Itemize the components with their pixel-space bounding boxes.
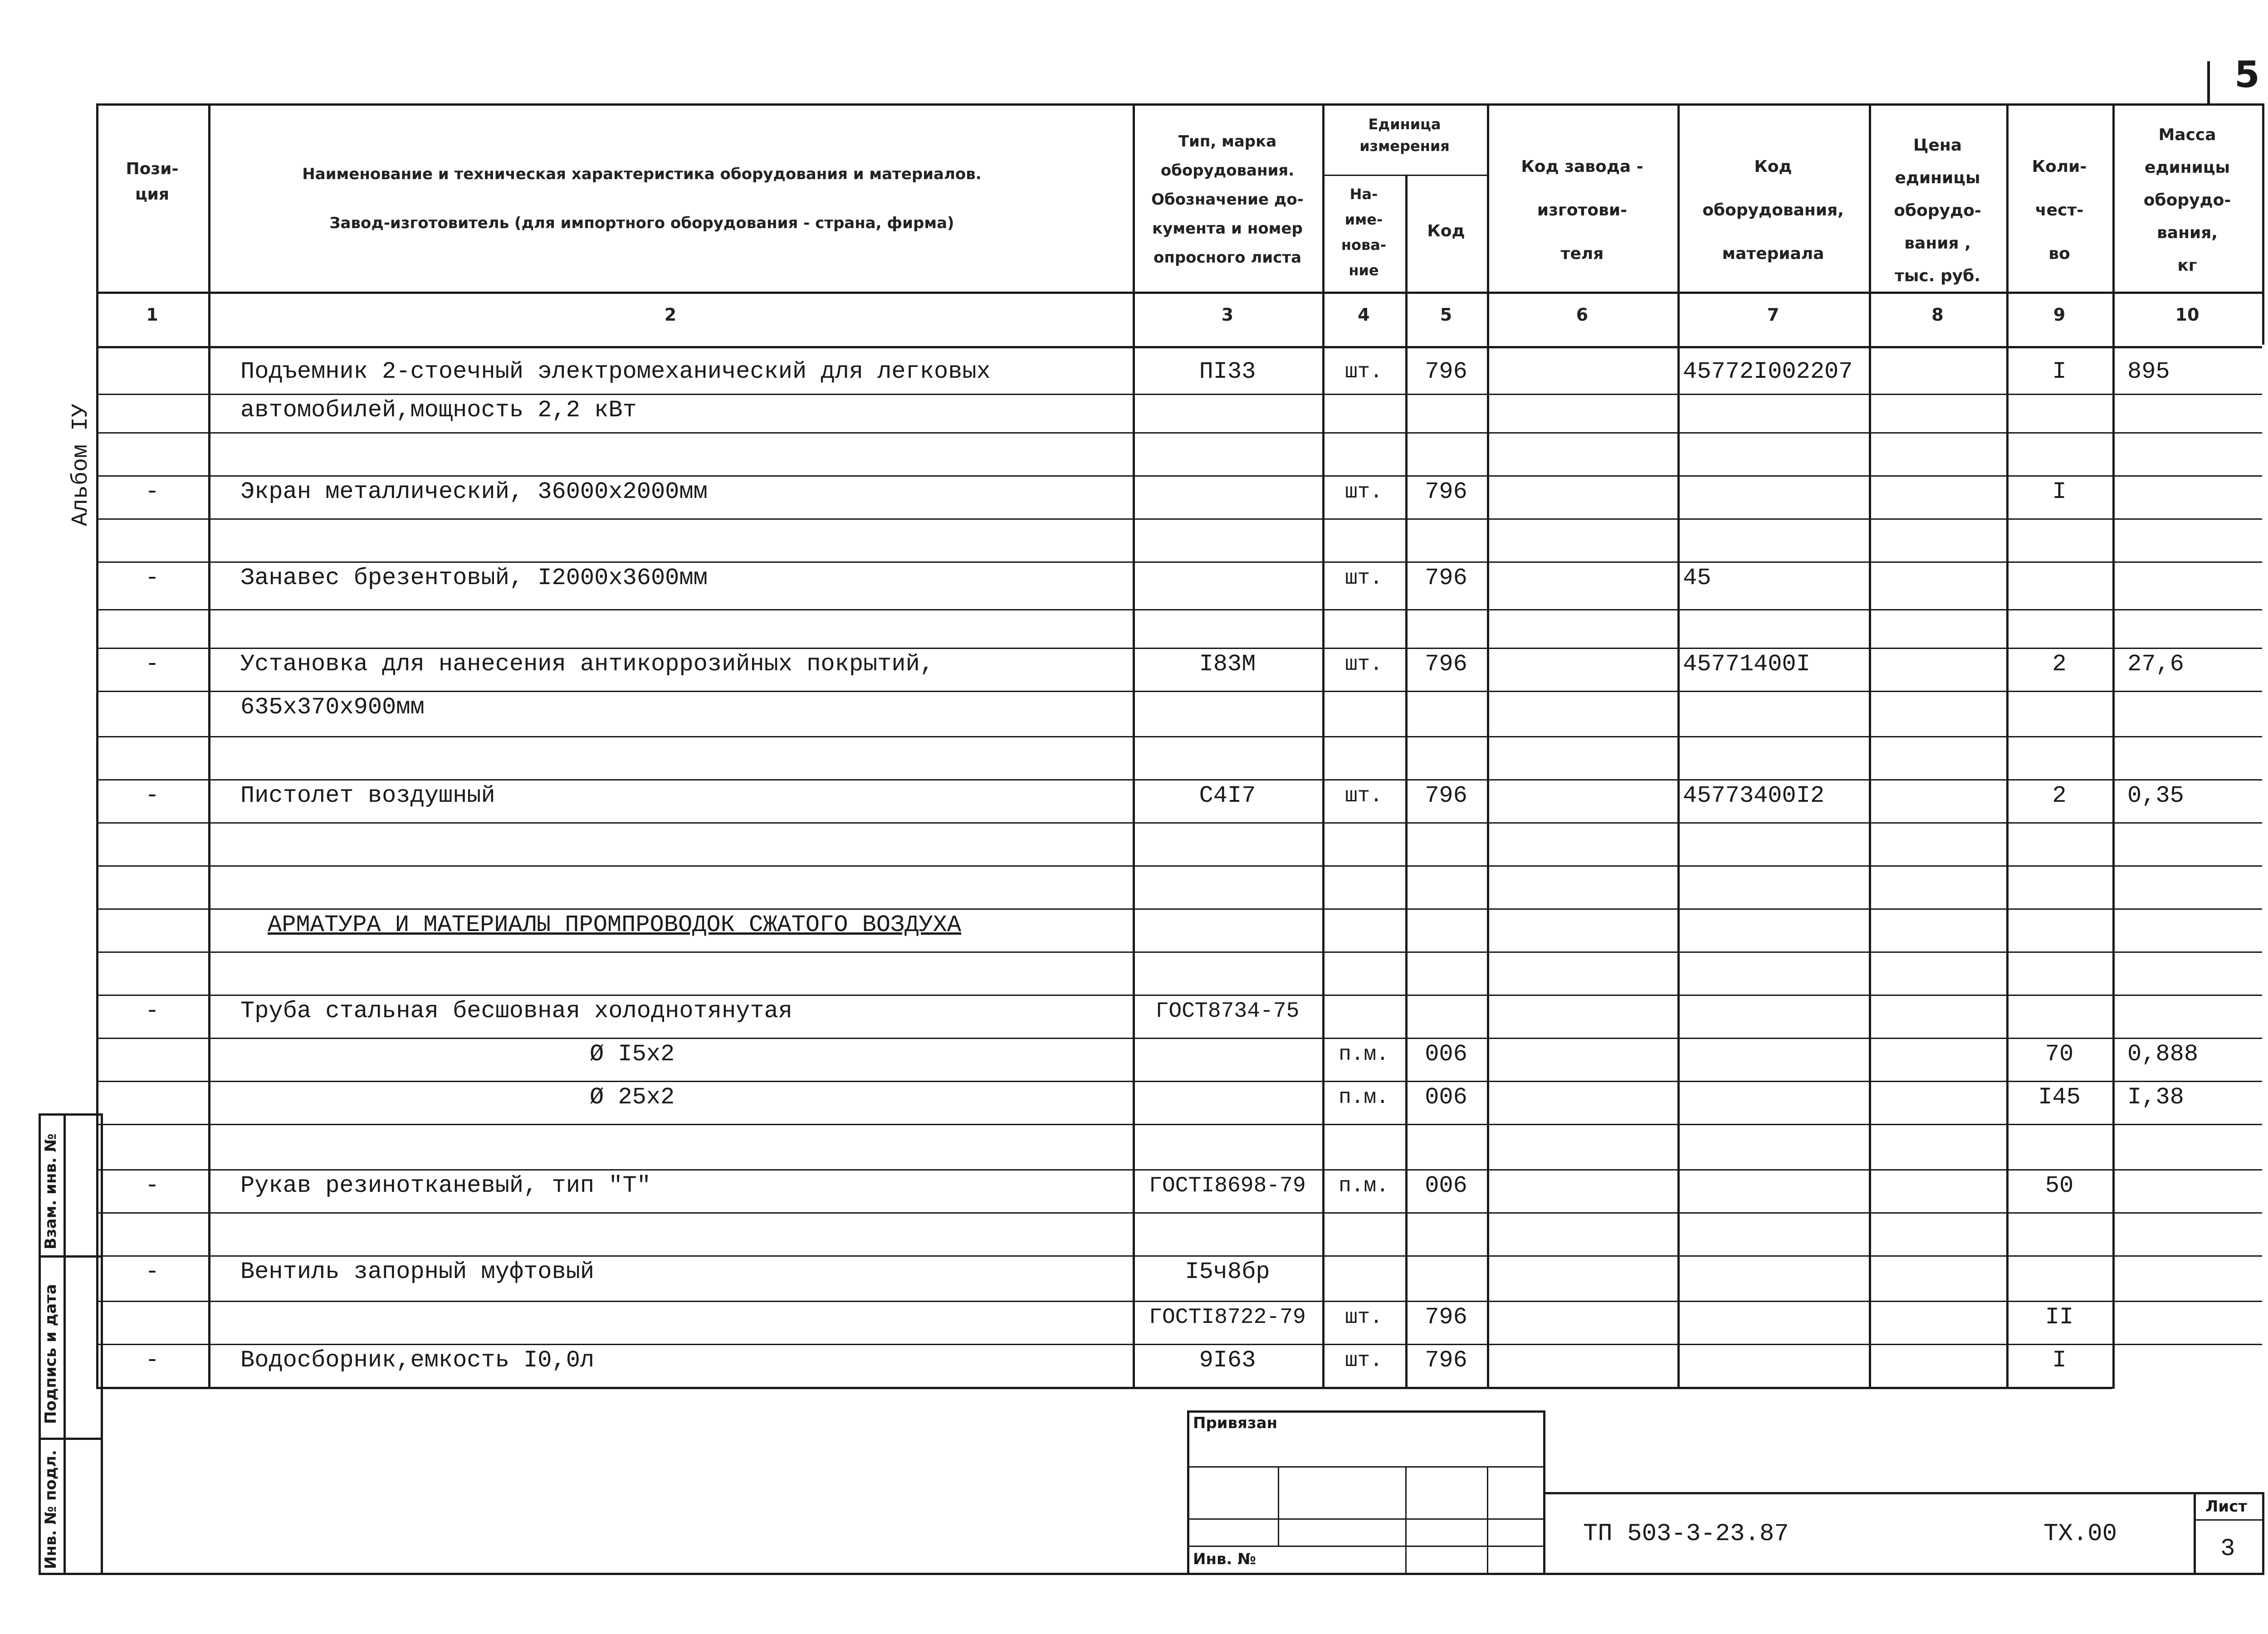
header-price: Цена единицы оборудо- вания , тыс. руб.	[1894, 136, 1981, 285]
cell-qty: 2	[2052, 782, 2067, 809]
cell-unit: п.м.	[1339, 1174, 1389, 1198]
cell-pos: -	[145, 1347, 160, 1374]
album-label: Альбом IУ	[68, 403, 94, 526]
cell-unit: шт.	[1345, 566, 1383, 590]
cell-code: 796	[1425, 358, 1467, 385]
cell-code: 796	[1425, 1304, 1467, 1331]
sheet-code: ТХ.00	[2043, 1520, 2117, 1548]
cell-type: ГОСТI8722-79	[1149, 1305, 1306, 1330]
cell-qty: 70	[2045, 1041, 2074, 1068]
cell-unit: шт.	[1345, 784, 1383, 808]
cell-mass: 895	[2127, 358, 2170, 385]
cell-pos: -	[145, 651, 160, 678]
colnum-10: 10	[2175, 305, 2200, 325]
cell-qty: I	[2052, 1347, 2067, 1374]
cell-qty: I45	[2038, 1084, 2081, 1111]
cell-pos: -	[145, 1172, 160, 1199]
stamp-inv: Инв. № подл.	[42, 1449, 60, 1569]
cell-equip: 45772I002207	[1683, 358, 1853, 385]
cell-code: 796	[1425, 782, 1467, 809]
cell-equip: 45771400I	[1683, 651, 1810, 678]
list-number: 3	[2220, 1535, 2235, 1563]
header-unit-group: Единица измерения	[1359, 116, 1450, 155]
cell-unit: шт.	[1345, 653, 1383, 676]
cell-name: Ø I5x2	[590, 1041, 675, 1068]
colnum-6: 6	[1576, 305, 1589, 325]
cell-qty: 2	[2052, 651, 2067, 678]
colnum-7: 7	[1767, 305, 1779, 325]
inv-no-label: Инв. №	[1193, 1550, 1256, 1568]
cell-qty: I	[2052, 358, 2067, 385]
cell-qty: I	[2052, 478, 2067, 505]
cell-mass: 0,888	[2127, 1041, 2199, 1068]
cell-type: ПI33	[1199, 358, 1256, 385]
privyazan-label: Привязан	[1193, 1414, 1278, 1432]
cell-code: 006	[1425, 1172, 1467, 1199]
cell-name: Занавес брезентовый, I2000x3600мм	[240, 565, 708, 591]
cell-type: I83М	[1199, 651, 1256, 678]
cell-pos: -	[145, 478, 160, 505]
cell-qty: II	[2045, 1304, 2074, 1331]
colnum-4: 4	[1358, 305, 1370, 325]
cell-name: Пистолет воздушный	[240, 782, 495, 809]
cell-name: Установка для нанесения антикоррозийных покрытий,	[240, 651, 934, 678]
cell-code: 796	[1425, 478, 1467, 505]
cell-name: Экран металлический, 36000x2000мм	[240, 478, 708, 505]
cell-name: автомобилей,мощность 2,2 кВт	[240, 397, 637, 424]
cell-type: ГОСТ8734-75	[1155, 999, 1300, 1024]
colnum-5: 5	[1440, 305, 1452, 325]
cell-name: Ø 25x2	[590, 1084, 675, 1111]
colnum-1: 1	[146, 305, 158, 325]
cell-name: 635x370x900мм	[240, 694, 425, 721]
cell-mass: I,38	[2127, 1084, 2184, 1111]
cell-code: 006	[1425, 1041, 1467, 1068]
header-unit-name: На- име- нова- ние	[1341, 185, 1387, 279]
cell-code: 796	[1425, 1347, 1467, 1374]
list-label: Лист	[2205, 1497, 2247, 1516]
cell-name: Труба стальная бесшовная холоднотянутая	[240, 998, 792, 1024]
cell-qty: 50	[2045, 1172, 2074, 1199]
header-mass: Масса единицы оборудо- вания, кг	[2143, 126, 2231, 275]
page-number: 5	[2234, 54, 2260, 96]
cell-type: 9I63	[1199, 1347, 1256, 1374]
header-equipment-code: Код оборудования, материала	[1702, 157, 1844, 263]
cell-name: Подъемник 2-стоечный электромеханический для легковых	[240, 358, 991, 385]
cell-unit: п.м.	[1339, 1086, 1389, 1109]
cell-type: С4I7	[1199, 782, 1256, 809]
cell-unit: п.м.	[1339, 1043, 1389, 1066]
doc-code: ТП 503-3-23.87	[1583, 1520, 1789, 1548]
page-number-mark	[2207, 61, 2210, 105]
cell-pos: -	[145, 565, 160, 591]
header-position: Пози- ция	[126, 160, 179, 204]
cell-unit: шт.	[1345, 360, 1383, 384]
header-name: Наименование и техническая характеристика оборудования и материалов. Завод-изготовитель (для импортного оборудования - страна, фирма)	[302, 165, 982, 232]
header-type: Тип, марка оборудования. Обозначение до- кумента и номер опросного листа	[1151, 132, 1304, 267]
stamp-vzam: Взам. инв. №	[42, 1133, 60, 1249]
header-plant-code: Код завода - изготови- теля	[1521, 157, 1643, 263]
cell-pos: -	[145, 1258, 160, 1285]
cell-pos: -	[145, 782, 160, 809]
cell-type: I5ч8бр	[1185, 1258, 1270, 1285]
cell-mass: 27,6	[2127, 651, 2184, 678]
cell-name: Вентиль запорный муфтовый	[240, 1258, 595, 1285]
cell-name: Рукав резинотканевый, тип "Т"	[240, 1172, 651, 1199]
cell-name: АРМАТУРА И МАТЕРИАЛЫ ПРОМПРОВОДОК СЖАТОГО ВОЗДУХА	[268, 912, 962, 938]
cell-unit: шт.	[1345, 480, 1383, 504]
cell-code: 796	[1425, 651, 1467, 678]
colnum-9: 9	[2053, 305, 2066, 325]
cell-code: 006	[1425, 1084, 1467, 1111]
colnum-2: 2	[664, 305, 677, 325]
cell-name: Водосборник,емкость I0,0л	[240, 1347, 595, 1374]
header-unit-code: Код	[1427, 222, 1465, 240]
colnum-3: 3	[1221, 305, 1234, 325]
cell-pos: -	[145, 998, 160, 1024]
header-quantity: Коли- чест- во	[2032, 157, 2087, 263]
cell-unit: шт.	[1345, 1349, 1383, 1372]
cell-unit: шт.	[1345, 1306, 1383, 1329]
cell-code: 796	[1425, 565, 1467, 591]
cell-mass: 0,35	[2127, 782, 2184, 809]
cell-equip: 45773400I2	[1683, 782, 1825, 809]
colnum-8: 8	[1931, 305, 1944, 325]
stamp-podpis: Подпись и дата	[42, 1284, 60, 1424]
cell-type: ГОСТI8698-79	[1149, 1174, 1306, 1198]
cell-equip: 45	[1683, 565, 1711, 591]
